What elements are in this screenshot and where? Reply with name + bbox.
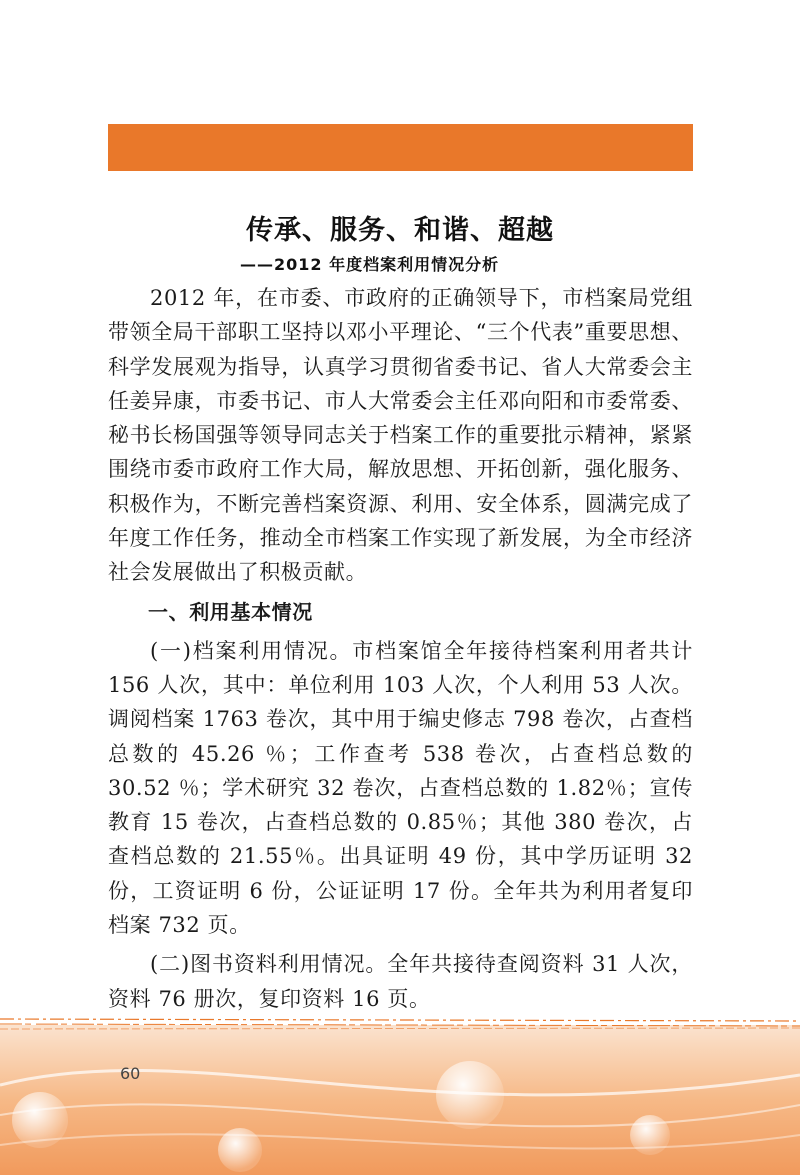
section-paragraph-2: (二)图书资料利用情况。全年共接待查阅资料 31 人次，资料 76 册次，复印资料 16 页。 [108,952,693,1011]
intro-paragraph: 2012 年，在市委、市政府的正确领导下，市档案局党组带领全局干部职工坚持以邓小平理论、“三个代表”重要思想、科学发展观为指导，认真学习贯彻省委书记、省人大常委会主任姜异康，市委书记、市人大常委会主任邓向阳和市委常委、秘书长杨国强等领导同志关于档案工作的重要批示精神，紧紧围绕市委市政府工作大局，解放思想、开拓创新，强化服务、积极作为，不断完善档案资源、利用、安全体系，圆满完成了年度工作任务，推动全市档案工作实现了新发展，为全市经济社会发展做出了积极贡献。 [108,286,693,585]
footer-decoration [0,1015,800,1175]
article-body [108,281,693,1021]
section-paragraph-1: (一)档案利用情况。市档案馆全年接待档案利用者共计 156 人次，其中：单位利用 103 人次，个人利用 53 人次。调阅档案 1763 卷次，其中用于编史修志 798 卷次，占查档总数的 45.26 ％；工作查考 538 卷次，占查档总数的 30.52 ％；学术研究 32 卷次，占查档总数的 1.82％；宣传教育 15 卷次，占查档总数的 0.85％；其他 380 卷次，占查档总数的 21.55％。出具证明 49 份，其中学历证明 32 份，工资证明 6 份，公证证明 17 份。全年共为利用者复印档案 732 页。 [108,638,693,938]
article-subtitle: ——2012 年度档案利用情况分析 [240,255,500,274]
section-heading: 一、利用基本情况 [148,599,313,624]
header-banner [108,124,693,171]
article-title: 传承、服务、和谐、超越 [246,215,554,246]
page-number: 60 [120,1064,141,1083]
footer-wave-graphic [0,1015,800,1175]
